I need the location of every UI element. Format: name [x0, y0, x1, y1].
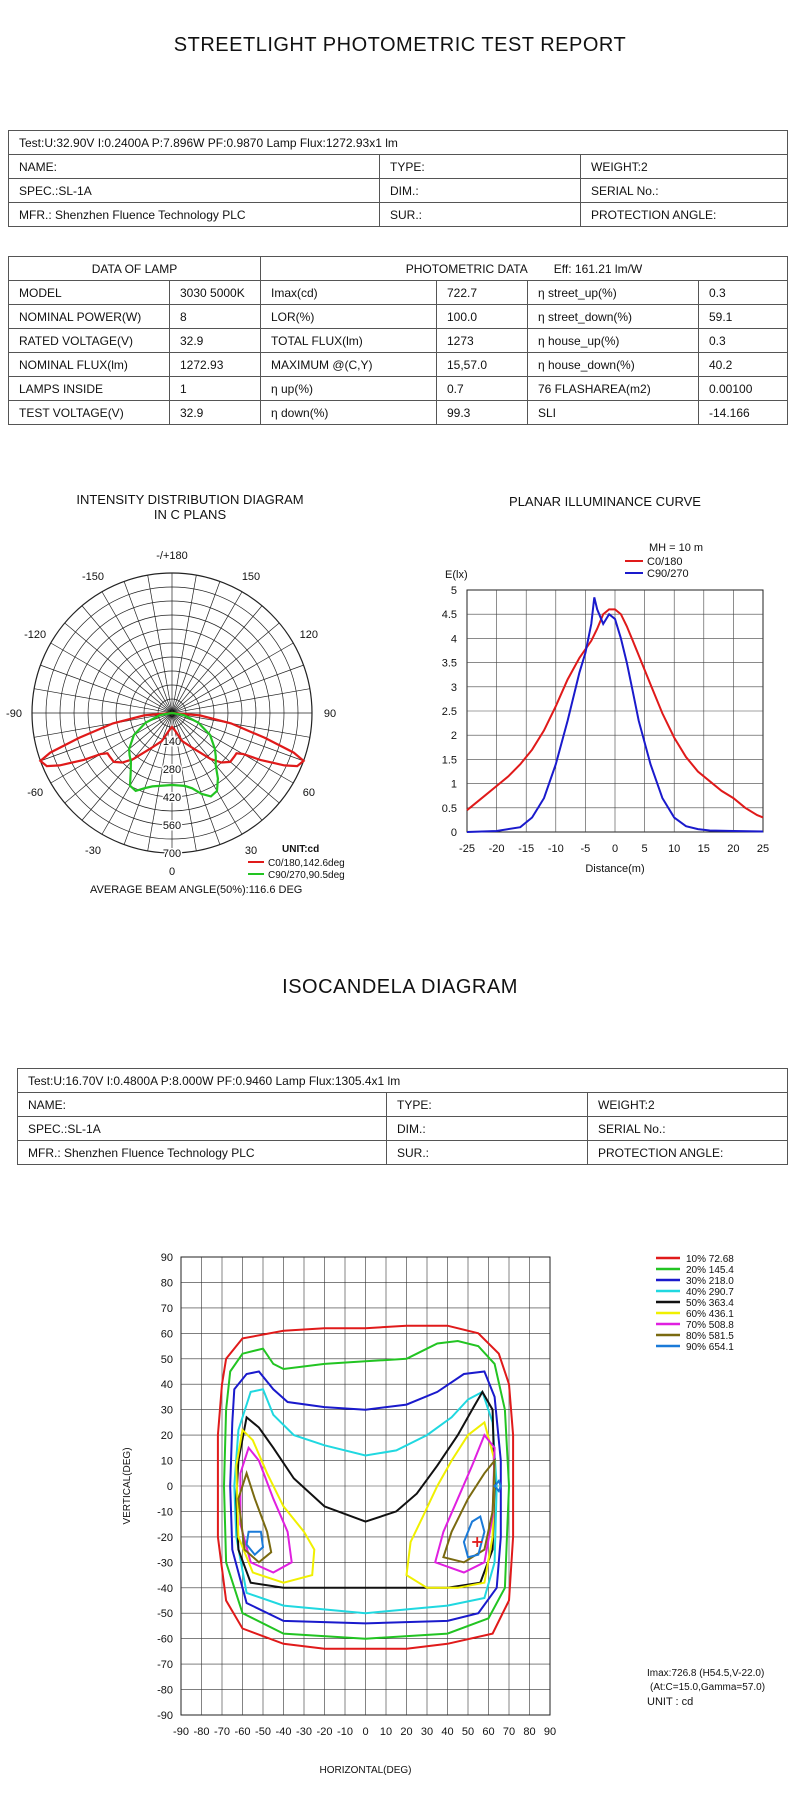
table-cell: MAXIMUM @(C,Y) [261, 353, 437, 377]
iso-x-tick: 90 [543, 1726, 557, 1738]
photometric-data-table [8, 256, 788, 425]
iso-type-field: TYPE: [387, 1093, 588, 1117]
iso-x-tick: -30 [296, 1726, 312, 1738]
isocandela-title: ISOCANDELA DIAGRAM [282, 976, 518, 998]
iso-y-tick: -90 [157, 1710, 173, 1722]
iso-legend-label: 50% 363.4 [686, 1298, 734, 1309]
iso-x-tick: 40 [441, 1726, 454, 1738]
iso-dim-field: DIM.: [387, 1117, 588, 1141]
table-cell: 32.9 [170, 329, 261, 353]
table-row [9, 305, 788, 329]
iso-contour-20pct [224, 1341, 509, 1639]
iso-x-label: HORIZONTAL(DEG) [319, 1765, 412, 1776]
efficiency-value: Eff: 161.21 lm/W [553, 261, 643, 276]
polar-angle-label: 0 [168, 866, 176, 878]
iso-x-tick: -10 [337, 1726, 353, 1738]
planar-y-tick: 1.5 [441, 754, 457, 767]
polar-angle-label: -150 [81, 571, 105, 584]
iso-y-tick: 50 [160, 1353, 173, 1366]
table-cell: 40.2 [699, 353, 788, 377]
table-cell: 1273 [437, 329, 528, 353]
table-cell: TOTAL FLUX(lm) [261, 329, 437, 353]
table-cell: η house_up(%) [528, 329, 699, 353]
table-cell: 0.3 [699, 329, 788, 353]
polar-legend-label: C0/180,142.6deg [268, 858, 345, 869]
table-cell: 722.7 [437, 281, 528, 305]
table-row [9, 401, 788, 425]
planar-x-tick: -20 [488, 843, 505, 855]
iso-x-tick: 30 [420, 1726, 434, 1738]
planar-y-tick: 2.5 [441, 706, 457, 718]
data-of-lamp-header: DATA OF LAMP [9, 257, 261, 281]
iso-y-tick: -20 [157, 1531, 173, 1544]
table-cell: 76 FLASHAREA(m2) [528, 377, 699, 401]
table-cell: 1 [170, 377, 261, 401]
iso-legend-label: 30% 218.0 [686, 1276, 734, 1287]
average-beam-angle: AVERAGE BEAM ANGLE(50%):116.6 DEG [90, 884, 303, 896]
polar-radial-label: 420 [162, 792, 182, 804]
iso-x-tick: -20 [316, 1726, 333, 1738]
planar-y-tick: 4.5 [441, 609, 457, 622]
polar-radial-label: 280 [162, 764, 182, 776]
iso-mfr-field: MFR.: Shenzhen Fluence Technology PLC [18, 1141, 387, 1165]
sur-field: SUR.: [380, 203, 581, 227]
planar-x-tick: -5 [580, 843, 591, 855]
table-cell: RATED VOLTAGE(V) [9, 329, 170, 353]
iso-info-table [17, 1068, 788, 1165]
planar-legend-label: C0/180 [647, 556, 683, 568]
iso-y-tick: -40 [157, 1582, 173, 1595]
table-cell: LAMPS INSIDE [9, 377, 170, 401]
table-cell: NOMINAL POWER(W) [9, 305, 170, 329]
table-cell: NOMINAL FLUX(lm) [9, 353, 170, 377]
polar-angle-label: -90 [6, 708, 22, 720]
table-cell: η street_up(%) [528, 281, 699, 305]
photometric-data-label: PHOTOMETRIC DATA [405, 261, 528, 276]
iso-y-tick: 10 [160, 1455, 173, 1468]
polar-radial-label: 700 [162, 848, 182, 860]
table-cell: 15,57.0 [437, 353, 528, 377]
polar-angle-label: 30 [244, 844, 258, 857]
planar-y-tick: 1 [450, 778, 457, 791]
polar-title-line2: IN C PLANS [153, 507, 227, 522]
planar-y-tick: 0.5 [441, 802, 457, 815]
iso-y-tick: 60 [160, 1328, 173, 1341]
iso-unit-label: UNIT : cd [647, 1696, 694, 1708]
planar-x-tick: -10 [547, 843, 564, 855]
iso-legend-label: 80% 581.5 [686, 1331, 734, 1342]
iso-x-tick: 60 [482, 1726, 495, 1738]
planar-mh-label: MH = 10 m [649, 542, 704, 554]
polar-unit-label: UNIT:cd [282, 844, 320, 855]
iso-legend-label: 60% 436.1 [686, 1309, 734, 1320]
iso-x-tick: -50 [255, 1726, 271, 1738]
table-cell: 0.3 [699, 281, 788, 305]
iso-imax-label: Imax:726.8 (H54.5,V-22.0) [647, 1668, 765, 1679]
table-cell: 3030 5000K [170, 281, 261, 305]
report-info-table [8, 130, 788, 227]
planar-chart-title: PLANAR ILLUMINANCE CURVE [509, 494, 701, 509]
iso-sur-field: SUR.: [387, 1141, 588, 1165]
iso-legend-label: 40% 290.7 [686, 1287, 734, 1298]
polar-angle-label: -120 [24, 629, 47, 641]
iso-y-tick: -80 [157, 1684, 173, 1697]
planar-y-tick: 3 [450, 681, 457, 694]
planar-x-tick: -15 [518, 843, 535, 855]
iso-contour-90pct [247, 1532, 263, 1555]
table-cell: 100.0 [437, 305, 528, 329]
iso-y-tick: -70 [157, 1659, 173, 1672]
iso-y-tick: 0 [166, 1481, 173, 1493]
polar-angle-label: 60 [302, 787, 315, 799]
name-field: NAME: [9, 155, 380, 179]
iso-legend-label: 70% 508.8 [686, 1320, 734, 1331]
planar-y-tick: 0 [450, 827, 457, 839]
iso-y-tick: 40 [160, 1379, 173, 1392]
iso-protection-angle-field: PROTECTION ANGLE: [588, 1141, 788, 1165]
polar-angle-label: -30 [85, 844, 101, 857]
type-field: TYPE: [380, 155, 581, 179]
polar-title-line1: INTENSITY DISTRIBUTION DIAGRAM [76, 492, 304, 507]
iso-x-tick: 80 [523, 1726, 536, 1738]
table-cell: η down(%) [261, 401, 437, 425]
polar-center-label: 0 [168, 708, 176, 720]
planar-x-tick: 25 [756, 843, 770, 855]
iso-y-tick: -10 [157, 1506, 173, 1519]
table-cell: η street_down(%) [528, 305, 699, 329]
iso-legend-label: 10% 72.68 [686, 1254, 734, 1265]
iso-x-tick: 10 [379, 1726, 393, 1738]
iso-y-tick: -50 [157, 1608, 173, 1621]
polar-angle-label: 90 [323, 708, 337, 720]
iso-x-tick: 70 [502, 1726, 516, 1738]
isocandela-chart [100, 1235, 800, 1790]
planar-x-tick: 5 [641, 843, 648, 855]
polar-radial-label: 560 [162, 820, 182, 832]
polar-intensity-chart [6, 550, 390, 900]
table-cell: 8 [170, 305, 261, 329]
table-cell: 1272.93 [170, 353, 261, 377]
iso-name-field: NAME: [18, 1093, 387, 1117]
table-cell: 32.9 [170, 401, 261, 425]
table-cell: MODEL [9, 281, 170, 305]
planar-x-tick: 15 [697, 843, 710, 855]
iso-y-tick: 20 [160, 1430, 173, 1443]
planar-legend-label: C90/270 [647, 568, 689, 580]
table-cell: 99.3 [437, 401, 528, 425]
table-cell: η house_down(%) [528, 353, 699, 377]
table-cell: 0.00100 [699, 377, 788, 401]
polar-angle-label: 120 [299, 629, 319, 641]
table-row [9, 377, 788, 401]
serial-field: SERIAL No.: [581, 179, 788, 203]
iso-y-tick: 30 [160, 1404, 173, 1417]
iso-x-tick: 0 [362, 1726, 369, 1738]
planar-x-tick: 0 [611, 843, 619, 855]
iso-test-line: Test:U:16.70V I:0.4800A P:8.000W PF:0.9460 Lamp Flux:1305.4x1 lm [18, 1069, 788, 1093]
planar-x-tick: 20 [727, 843, 740, 855]
iso-x-tick: 20 [400, 1726, 413, 1738]
table-cell: η up(%) [261, 377, 437, 401]
table-cell: TEST VOLTAGE(V) [9, 401, 170, 425]
weight-field: WEIGHT:2 [581, 155, 788, 179]
polar-chart-title [40, 492, 340, 522]
mfr-field: MFR.: Shenzhen Fluence Technology PLC [9, 203, 380, 227]
report-title: STREETLIGHT PHOTOMETRIC TEST REPORT [173, 34, 627, 56]
table-cell: 59.1 [699, 305, 788, 329]
polar-legend-label: C90/270,90.5deg [268, 870, 345, 881]
planar-y-tick: 5 [450, 585, 457, 597]
iso-x-tick: -90 [173, 1726, 189, 1738]
table-row [9, 353, 788, 377]
planar-x-tick: -25 [459, 843, 475, 855]
planar-x-label: Distance(m) [585, 863, 645, 875]
table-row [9, 281, 788, 305]
table-cell: LOR(%) [261, 305, 437, 329]
polar-radial-label: 140 [162, 736, 182, 748]
iso-x-tick: -70 [214, 1726, 230, 1738]
iso-y-tick: 90 [160, 1252, 173, 1264]
iso-serial-field: SERIAL No.: [588, 1117, 788, 1141]
table-cell: -14.166 [699, 401, 788, 425]
polar-angle-label: -/+180 [156, 550, 188, 562]
iso-x-tick: -60 [234, 1726, 251, 1738]
iso-weight-field: WEIGHT:2 [588, 1093, 788, 1117]
iso-legend-label: 90% 654.1 [686, 1342, 734, 1353]
protection-angle-field: PROTECTION ANGLE: [581, 203, 788, 227]
iso-x-tick: -40 [275, 1726, 292, 1738]
planar-y-label: E(lx) [445, 569, 468, 581]
iso-imax-position-label: (At:C=15.0,Gamma=57.0) [650, 1682, 766, 1693]
iso-y-tick: 80 [160, 1277, 173, 1290]
planar-y-tick: 2 [450, 730, 457, 743]
planar-y-tick: 3.5 [441, 657, 457, 670]
iso-x-tick: -80 [193, 1726, 210, 1738]
table-row [9, 329, 788, 353]
test-line: Test:U:32.90V I:0.2400A P:7.896W PF:0.9870 Lamp Flux:1272.93x1 lm [9, 131, 788, 155]
table-cell: 0.7 [437, 377, 528, 401]
table-cell: Imax(cd) [261, 281, 437, 305]
photometric-data-header [261, 257, 788, 281]
iso-y-tick: -60 [157, 1633, 173, 1646]
iso-legend-label: 20% 145.4 [686, 1265, 734, 1276]
dim-field: DIM.: [380, 179, 581, 203]
iso-y-tick: 70 [160, 1302, 173, 1315]
spec-field: SPEC.:SL-1A [9, 179, 380, 203]
polar-angle-label: -60 [27, 787, 44, 799]
iso-x-tick: 50 [461, 1726, 475, 1738]
iso-spec-field: SPEC.:SL-1A [18, 1117, 387, 1141]
iso-y-tick: -30 [157, 1557, 173, 1570]
table-cell: SLI [528, 401, 699, 425]
planar-y-tick: 4 [450, 633, 457, 646]
iso-y-label: VERTICAL(DEG) [122, 1447, 133, 1525]
polar-angle-label: 150 [241, 571, 261, 584]
planar-illuminance-chart [425, 535, 795, 890]
planar-x-tick: 10 [668, 843, 681, 855]
